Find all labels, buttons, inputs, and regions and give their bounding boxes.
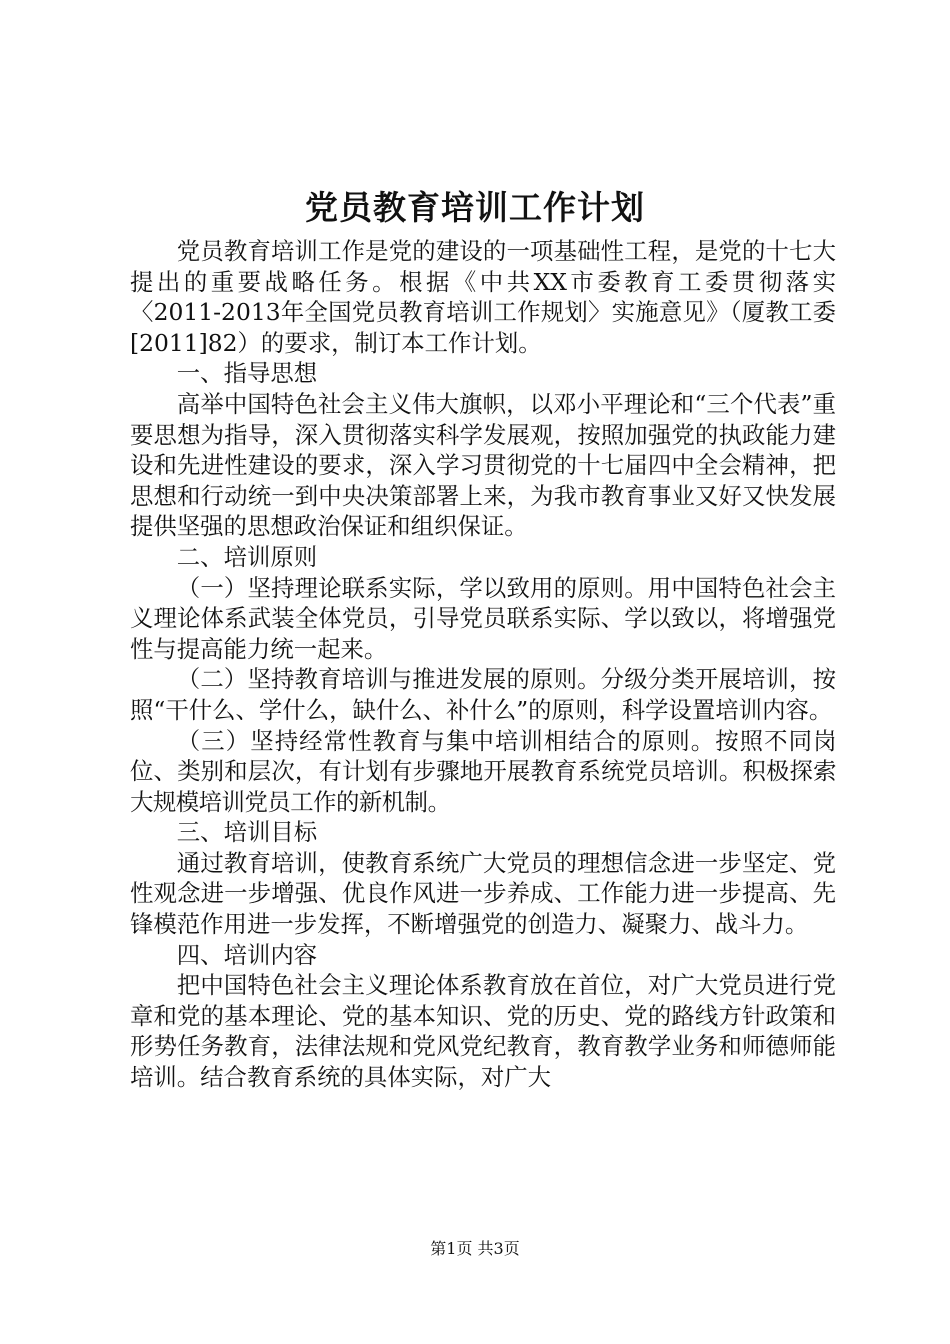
training-goals-paragraph: 通过教育培训，使教育系统广大党员的理想信念进一步坚定、党性观念进一步增强、优良作风进一步养成、工作能力进一步提高、先锋模范作用进一步发挥，不断增强党的创造力、凝聚力、战斗力。 (130, 848, 836, 939)
section-heading-training-content: 四、培训内容 (176, 940, 318, 969)
page-number-footer: 第1页 共3页 (430, 1239, 520, 1258)
principle-one-paragraph: （一）坚持理论联系实际，学以致用的原则。用中国特色社会主义理论体系武装全体党员，引导党员联系实际、学以致以，将增强党性与提高能力统一起来。 (130, 573, 836, 663)
document-body (130, 236, 836, 1093)
section-heading-training-goals: 三、培训目标 (176, 818, 318, 847)
section-heading-guiding-ideology: 一、指导思想 (176, 359, 318, 388)
page-title: 党员教育培训工作计划 (305, 188, 645, 227)
training-content-paragraph: 把中国特色社会主义理论体系教育放在首位，对广大党员进行党章和党的基本理论、党的基本知识、党的历史、党的路线方针政策和形势任务教育，法律法规和党风党纪教育，教育教学业务和师德师能培训。结合教育系统的具体实际，对广大 (130, 971, 836, 1092)
guiding-ideology-paragraph: 高举中国特色社会主义伟大旗帜，以邓小平理论和“三个代表”重要思想为指导，深入贯彻落实科学发展观，按照加强党的执政能力建设和先进性建设的要求，深入学习贯彻党的十七届四中全会精神，把思想和行动统一到中央决策部署上来，为我市教育事业又好又快发展提供坚强的思想政治保证和组织保证。 (130, 389, 836, 541)
principle-three-paragraph: （三）坚持经常性教育与集中培训相结合的原则。按照不同岗位、类别和层次，有计划有步骤地开展教育系统党员培训。积极探索大规模培训党员工作的新机制。 (130, 726, 836, 816)
intro-paragraph: 党员教育培训工作是党的建设的一项基础性工程，是党的十七大提出的重要战略任务。根据《中共XX市委教育工委贯彻落实〈2011-2013年全国党员教育培训工作规划〉实施意见》（厦教工委[2011]82）的要求，制订本工作计划。 (130, 237, 836, 357)
section-heading-training-principles: 二、培训原则 (176, 542, 318, 571)
principle-two-paragraph: （二）坚持教育培训与推进发展的原则。分级分类开展培训，按照“干什么、学什么，缺什么、补什么”的原则，科学设置培训内容。 (130, 665, 836, 724)
